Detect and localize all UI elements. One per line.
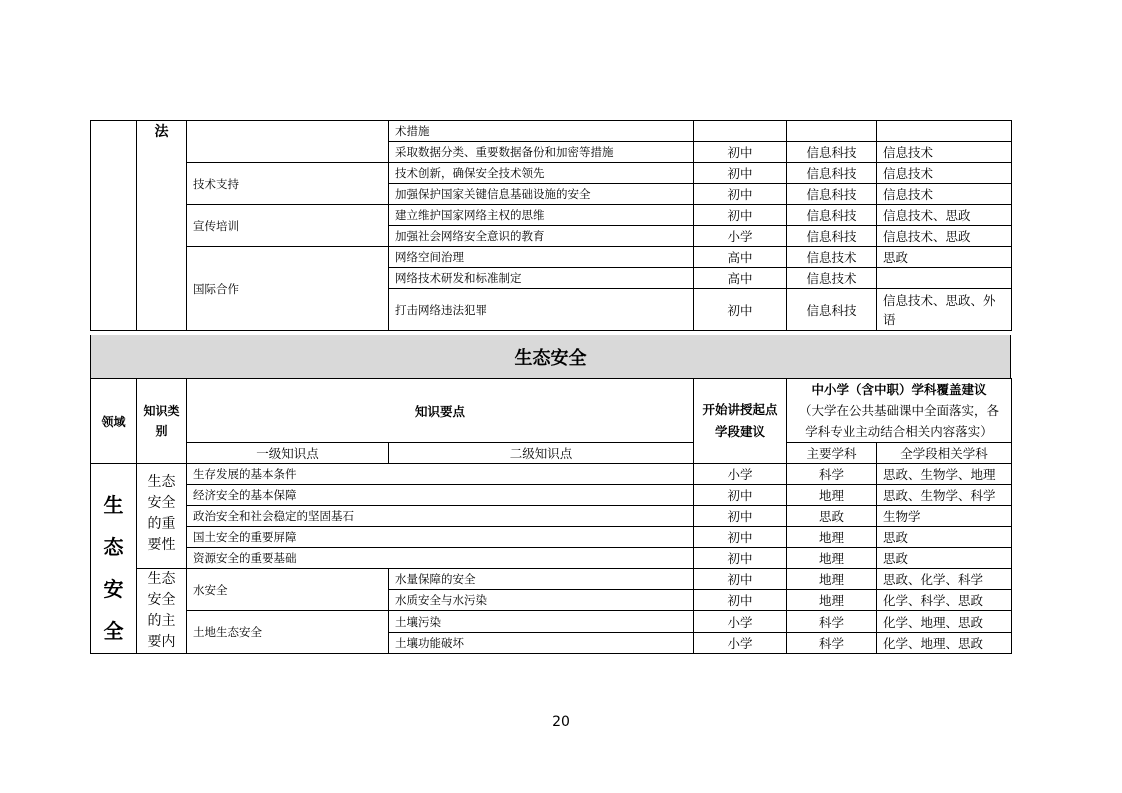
related-subject-cell: 信息技术、思政、外语 <box>877 289 1012 331</box>
main-subject-cell: 地理 <box>787 485 877 506</box>
page-number: 20 <box>552 714 570 730</box>
related-subject-cell: 思政、化学、科学 <box>877 569 1012 590</box>
related-subject-cell: 信息技术、思政 <box>877 226 1012 247</box>
header-knowledge-points: 知识要点 <box>187 379 694 443</box>
header-coverage <box>787 379 1012 443</box>
stage-cell: 小学 <box>694 611 787 633</box>
stage-cell: 初中 <box>694 142 787 163</box>
level1-cell: 政治安全和社会稳定的坚固基石 <box>187 506 694 527</box>
category-label: 生态安全的主要内 <box>147 571 176 650</box>
main-subject-cell <box>787 121 877 142</box>
header-main-subject: 主要学科 <box>787 443 877 464</box>
related-subject-cell: 思政、生物学、地理 <box>877 464 1012 485</box>
stage-cell: 初中 <box>694 590 787 611</box>
stage-cell: 小学 <box>694 226 787 247</box>
related-subject-cell: 信息技术 <box>877 142 1012 163</box>
level2-cell: 水质安全与水污染 <box>389 590 694 611</box>
bottom-table <box>90 378 1012 654</box>
header-domain: 领域 <box>91 379 137 464</box>
category-label: 生态安全的重要性 <box>147 474 176 553</box>
related-subject-cell: 化学、地理、思政 <box>877 611 1012 633</box>
level2-cell: 打击网络违法犯罪 <box>389 289 694 331</box>
related-subject-cell: 思政、生物学、科学 <box>877 485 1012 506</box>
related-subject-cell: 化学、地理、思政 <box>877 633 1012 654</box>
section-title: 生态安全 <box>514 347 587 369</box>
header-level2: 二级知识点 <box>389 443 694 464</box>
stage-cell: 高中 <box>694 268 787 289</box>
level2-cell: 土壤污染 <box>389 611 694 633</box>
level1-cell: 宣传培训 <box>187 205 389 247</box>
related-subject-cell: 信息技术 <box>877 184 1012 205</box>
main-subject-cell: 科学 <box>787 633 877 654</box>
header-level1: 一级知识点 <box>187 443 389 464</box>
header-coverage-title: 中小学（含中职）学科覆盖建议 <box>811 382 987 397</box>
main-subject-cell: 信息科技 <box>787 205 877 226</box>
level1-cell: 土地生态安全 <box>187 611 389 654</box>
main-subject-cell: 思政 <box>787 506 877 527</box>
header-related-subject: 全学段相关学科 <box>877 443 1012 464</box>
category-cell-main-content <box>137 569 187 654</box>
stage-cell: 初中 <box>694 527 787 548</box>
stage-cell: 初中 <box>694 289 787 331</box>
related-subject-cell: 信息技术、思政 <box>877 205 1012 226</box>
main-subject-cell: 信息科技 <box>787 163 877 184</box>
stage-cell <box>694 121 787 142</box>
level1-cell: 国土安全的重要屏障 <box>187 527 694 548</box>
domain-label: 生态安全 <box>103 492 124 643</box>
level1-cell: 经济安全的基本保障 <box>187 485 694 506</box>
level1-cell <box>187 121 389 163</box>
main-subject-cell: 信息科技 <box>787 289 877 331</box>
level2-cell: 土壤功能破坏 <box>389 633 694 654</box>
domain-cell-top <box>91 121 137 331</box>
header-start-stage: 开始讲授起点学段建议 <box>694 379 787 464</box>
main-subject-cell: 信息科技 <box>787 184 877 205</box>
level1-cell: 国际合作 <box>187 247 389 331</box>
related-subject-cell <box>877 268 1012 289</box>
main-subject-cell: 地理 <box>787 548 877 569</box>
level2-cell: 加强保护国家关键信息基础设施的安全 <box>389 184 694 205</box>
domain-cell-ecology <box>91 464 137 654</box>
related-subject-cell: 信息技术 <box>877 163 1012 184</box>
stage-cell: 小学 <box>694 464 787 485</box>
main-subject-cell: 信息技术 <box>787 247 877 268</box>
level2-cell: 水量保障的安全 <box>389 569 694 590</box>
main-subject-cell: 科学 <box>787 611 877 633</box>
related-subject-cell: 化学、科学、思政 <box>877 590 1012 611</box>
main-subject-cell: 地理 <box>787 527 877 548</box>
top-table <box>90 120 1012 331</box>
level2-cell: 建立维护国家网络主权的思维 <box>389 205 694 226</box>
section-title-bar <box>90 335 1011 378</box>
level2-cell: 术措施 <box>389 121 694 142</box>
main-subject-cell: 信息科技 <box>787 142 877 163</box>
stage-cell: 高中 <box>694 247 787 268</box>
level1-cell: 资源安全的重要基础 <box>187 548 694 569</box>
level2-cell: 网络空间治理 <box>389 247 694 268</box>
category-cell-top: 法 <box>137 121 187 331</box>
level2-cell: 加强社会网络安全意识的教育 <box>389 226 694 247</box>
stage-cell: 初中 <box>694 163 787 184</box>
stage-cell: 初中 <box>694 485 787 506</box>
level1-cell: 技术支持 <box>187 163 389 205</box>
stage-cell: 初中 <box>694 205 787 226</box>
stage-cell: 初中 <box>694 506 787 527</box>
related-subject-cell: 思政 <box>877 247 1012 268</box>
header-category: 知识类别 <box>137 379 187 464</box>
stage-cell: 小学 <box>694 633 787 654</box>
related-subject-cell: 生物学 <box>877 506 1012 527</box>
related-subject-cell: 思政 <box>877 527 1012 548</box>
level2-cell: 采取数据分类、重要数据备份和加密等措施 <box>389 142 694 163</box>
main-subject-cell: 信息技术 <box>787 268 877 289</box>
level2-cell: 技术创新，确保安全技术领先 <box>389 163 694 184</box>
related-subject-cell: 思政 <box>877 548 1012 569</box>
level2-cell: 网络技术研发和标准制定 <box>389 268 694 289</box>
main-subject-cell: 地理 <box>787 569 877 590</box>
main-subject-cell: 信息科技 <box>787 226 877 247</box>
stage-cell: 初中 <box>694 548 787 569</box>
category-cell-importance <box>137 464 187 569</box>
level1-cell: 生存发展的基本条件 <box>187 464 694 485</box>
header-coverage-note: （大学在公共基础课中全面落实，各学科专业主动结合相关内容落实） <box>799 403 1000 439</box>
level1-cell: 水安全 <box>187 569 389 611</box>
main-subject-cell: 科学 <box>787 464 877 485</box>
stage-cell: 初中 <box>694 184 787 205</box>
stage-cell: 初中 <box>694 569 787 590</box>
main-subject-cell: 地理 <box>787 590 877 611</box>
related-subject-cell <box>877 121 1012 142</box>
